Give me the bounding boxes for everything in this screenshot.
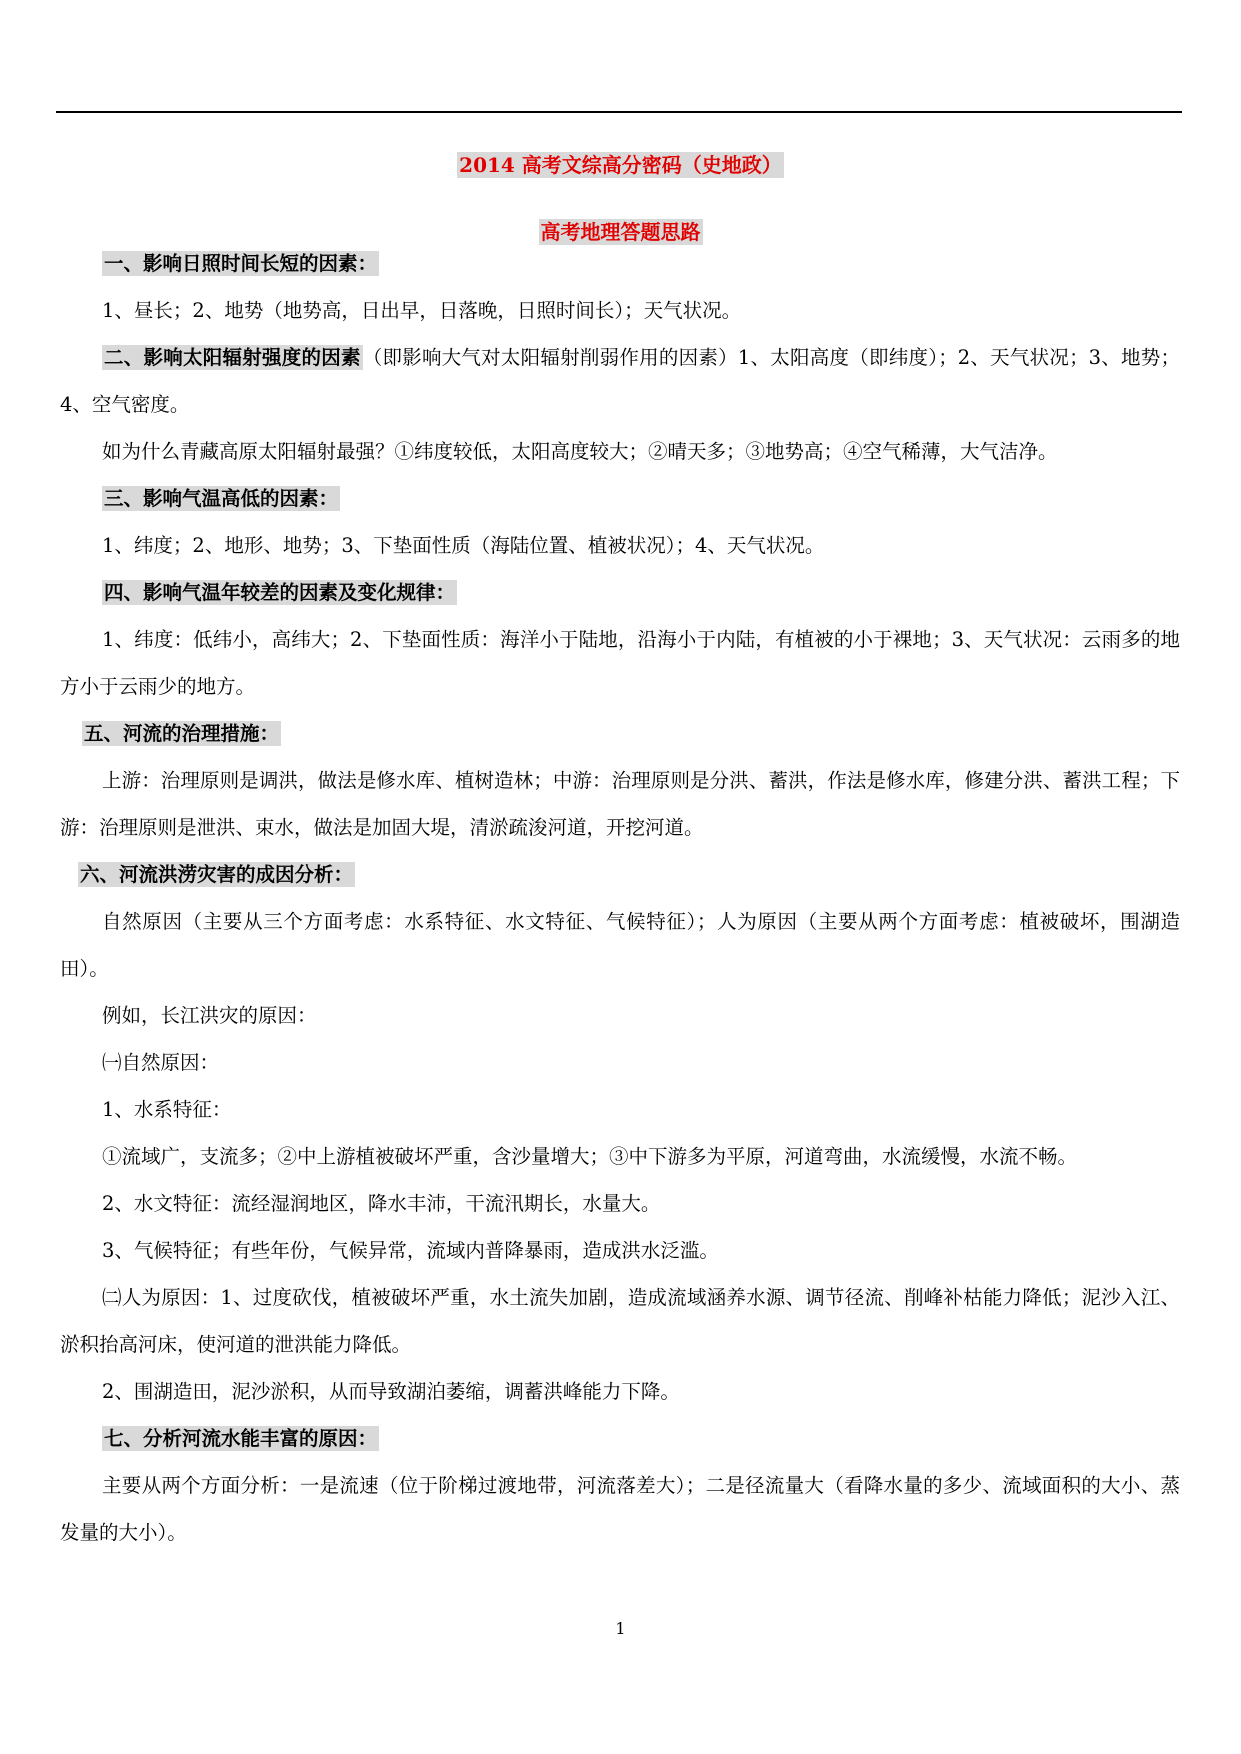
section-heading-5: 五、河流的治理措施： xyxy=(84,722,280,745)
paragraph: ㈠自然原因： xyxy=(102,1051,220,1074)
paragraph: 3、气候特征；有些年份，气候异常，流域内普降暴雨，造成洪水泛滥。 xyxy=(102,1239,719,1262)
paragraph: 2、围湖造田，泥沙淤积，从而导致湖泊萎缩，调蓄洪峰能力下降。 xyxy=(102,1380,680,1403)
section-heading-2: 二、影响太阳辐射强度的因素 xyxy=(104,346,361,369)
section-heading-7: 七、分析河流水能丰富的原因： xyxy=(104,1427,378,1450)
section-heading-1: 一、影响日照时间长短的因素： xyxy=(104,252,378,275)
paragraph: 例如，长江洪灾的原因： xyxy=(102,1004,317,1027)
paragraph: 1、水系特征： xyxy=(102,1098,232,1121)
header-rule xyxy=(56,111,1182,113)
document-body xyxy=(60,240,1180,1556)
paragraph: 上游：治理原则是调洪，做法是修水库、植树造林；中游：治理原则是分洪、蓄洪，作法是修水库，修建分洪、蓄洪工程；下游：治理原则是泄洪、束水，做法是加固大堤，清淤疏浚河道，开挖河道。 xyxy=(60,769,1180,839)
paragraph: 1、纬度；2、地形、地势；3、下垫面性质（海陆位置、植被状况）；4、天气状况。 xyxy=(102,534,825,557)
paragraph: ①流域广，支流多；②中上游植被破坏严重，含沙量增大；③中下游多为平原，河道弯曲，水流缓慢，水流不畅。 xyxy=(102,1145,1078,1168)
section-heading-4: 四、影响气温年较差的因素及变化规律： xyxy=(104,581,456,604)
paragraph-with-heading-2 xyxy=(60,334,1180,428)
paragraph: 1、昼长；2、地势（地势高，日出早，日落晚，日照时间长）；天气状况。 xyxy=(102,299,742,322)
paragraph: ㈡人为原因：1、过度砍伐，植被破坏严重，水土流失加剧，造成流域涵养水源、调节径流、削峰补枯能力降低；泥沙入江、淤积抬高河床，使河道的泄洪能力降低。 xyxy=(60,1286,1180,1356)
document-subtitle: 高考地理答题思路 xyxy=(540,220,701,244)
document-title: 2014 高考文综高分密码（史地政） xyxy=(459,153,782,177)
paragraph-text: （即影响大气对太阳辐射削弱作用的因素）1、太阳高度（即纬度）；2、天气状况；3、地势；4、空气密度。 xyxy=(60,346,1180,416)
section-heading-3: 三、影响气温高低的因素： xyxy=(104,487,339,510)
paragraph: 自然原因（主要从三个方面考虑：水系特征、水文特征、气候特征）；人为原因（主要从两个方面考虑：植被破坏，围湖造田）。 xyxy=(60,910,1180,980)
paragraph: 主要从两个方面分析：一是流速（位于阶梯过渡地带，河流落差大）；二是径流量大（看降水量的多少、流域面积的大小、蒸发量的大小）。 xyxy=(60,1474,1180,1544)
paragraph: 2、水文特征：流经湿润地区，降水丰沛，干流汛期长，水量大。 xyxy=(102,1192,661,1215)
paragraph: 如为什么青藏高原太阳辐射最强？①纬度较低，太阳高度较大；②晴天多；③地势高；④空气稀薄，大气洁净。 xyxy=(102,440,1058,463)
section-heading-6: 六、河流洪涝灾害的成因分析： xyxy=(80,863,354,886)
paragraph: 1、纬度：低纬小，高纬大；2、下垫面性质：海洋小于陆地，沿海小于内陆，有植被的小于裸地；3、天气状况：云雨多的地方小于云雨少的地方。 xyxy=(60,628,1180,698)
page-number: 1 xyxy=(615,1619,626,1638)
